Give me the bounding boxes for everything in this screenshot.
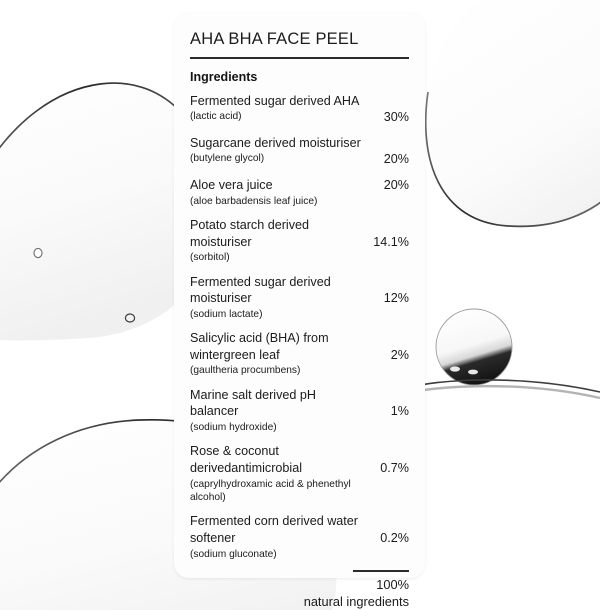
ingredient-row [190, 217, 409, 265]
ingredient-row [190, 330, 409, 378]
ingredient-text [190, 217, 369, 265]
micro-bubble-lower [125, 314, 134, 322]
ingredient-name: Marine salt derived pH balancer [190, 387, 316, 419]
ingredient-percentage: 0.7% [380, 460, 409, 475]
large-droplet-top-right [426, 0, 600, 226]
ingredient-text [190, 513, 369, 561]
micro-bubble-upper [34, 248, 42, 257]
ingredient-row [190, 387, 409, 435]
ingredient-row [190, 274, 409, 322]
total-caption: natural ingredients [303, 593, 409, 609]
ingredient-name: Rose & coconut derivedantimicrobial [190, 444, 302, 475]
ingredient-percentage: 20% [383, 177, 409, 192]
total-block [190, 570, 409, 610]
ingredient-inci-name: (sorbitol) [190, 252, 230, 264]
ingredient-row [190, 513, 409, 561]
ingredient-inci-name: (sodium hydroxide) [190, 421, 277, 433]
ingredient-text [190, 443, 369, 504]
ingredient-inci-name: (sodium gluconate) [190, 548, 277, 560]
page-title: AHA BHA FACE PEEL [190, 30, 359, 48]
ingredient-inci-name: (aloe barbadensis leaf juice) [190, 195, 318, 207]
ingredient-percentage: 14.1% [373, 234, 409, 249]
ingredient-name: Fermented sugar derived AHA [190, 93, 360, 108]
ingredient-list [190, 93, 409, 561]
ingredient-row [190, 177, 409, 208]
total-percentage: 100% [376, 576, 409, 592]
ingredient-inci-name: (sodium lactate) [190, 308, 263, 320]
ingredient-row [190, 135, 409, 168]
ingredient-percentage: 2% [390, 347, 409, 362]
ingredients-card [174, 13, 425, 609]
ingredient-text [190, 93, 369, 124]
ingredient-inci-name: (butylene glycol) [190, 153, 265, 165]
ingredient-percentage: 1% [390, 404, 409, 419]
ingredient-name: Potato starch derived moisturiser [190, 217, 310, 249]
ingredient-name: Aloe vera juice [190, 177, 273, 192]
ingredient-text [190, 330, 369, 378]
ingredient-row [190, 93, 409, 126]
total-divider [353, 570, 409, 572]
ingredient-percentage: 0.2% [380, 530, 409, 545]
ingredient-inci-name: (caprylhydroxamic acid & phenethyl alcohol) [190, 478, 351, 503]
ingredient-name: Fermented sugar derived moisturiser [190, 274, 331, 306]
ingredient-percentage: 20% [383, 152, 409, 167]
ingredient-text [190, 387, 369, 435]
title-divider [190, 57, 409, 59]
ingredient-text [190, 274, 369, 322]
ingredient-name: Fermented corn derived water softener [190, 514, 358, 545]
ingredient-name: Sugarcane derived moisturiser [190, 135, 361, 150]
ingredient-text [190, 177, 369, 208]
ingredients-heading: Ingredients [190, 69, 258, 84]
ingredient-percentage: 12% [383, 291, 409, 306]
ingredient-row [190, 443, 409, 504]
ingredient-inci-name: (gaultheria procumbens) [190, 365, 301, 377]
ingredient-inci-name: (lactic acid) [190, 111, 242, 123]
ingredient-name: Salicylic acid (BHA) from wintergreen leaf [190, 331, 329, 362]
ingredient-text [190, 135, 369, 166]
ingredient-percentage: 30% [383, 110, 409, 125]
